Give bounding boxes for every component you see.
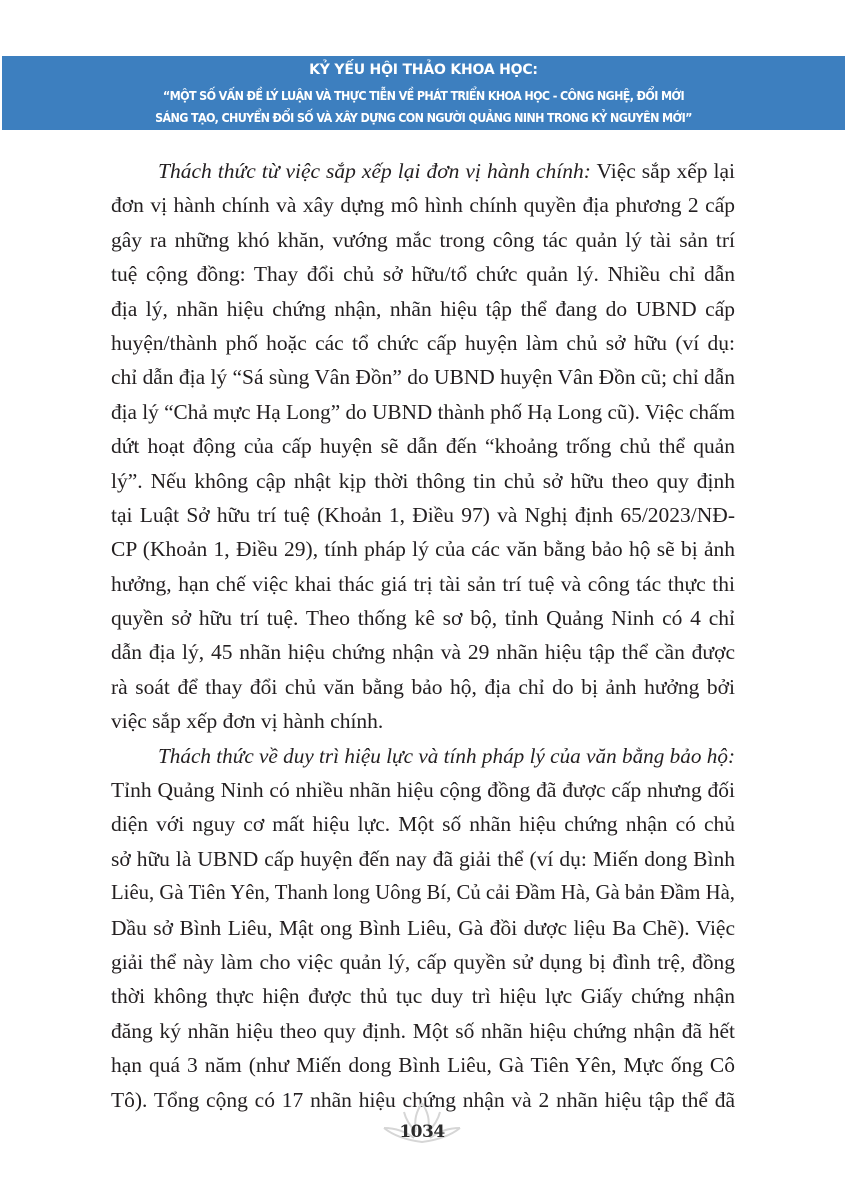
text-line: đăng ký nhãn hiệu theo quy định. Một số nhãn hiệu chứng nhận đã hết [111,1018,735,1043]
text-line: quyền sở hữu trí tuệ. Theo thống kê sơ bộ, tỉnh Quảng Ninh có 4 chỉ [111,606,735,631]
text-line: tuệ cộng đồng: Thay đổi chủ sở hữu/tổ chức quản lý. Nhiều chỉ dẫn [111,262,735,287]
paragraph-heading: Thách thức từ việc sắp xếp lại đơn vị hành chính: [158,159,591,183]
text-line: Dầu sở Bình Liêu, Mật ong Bình Liêu, Gà đồi dược liệu Ba Chẽ). Việc [111,915,735,940]
header-subtitle-line2: SÁNG TẠO, CHUYỂN ĐỔI SỐ VÀ XÂY DỰNG CON NGƯỜI QUẢNG NINH TRONG KỶ NGUYÊN MỚI” [155,110,692,125]
text-line: CP (Khoản 1, Điều 29), tính pháp lý của các văn bằng bảo hộ sẽ bị ảnh [111,537,735,562]
text-line: rà soát để thay đổi chủ văn bằng bảo hộ, địa chỉ do bị ảnh hưởng bởi [111,674,735,699]
text-line: thời không thực hiện được thủ tục duy trì hiệu lực Giấy chứng nhận [111,984,735,1009]
text-line: gây ra những khó khăn, vướng mắc trong công tác quản lý tài sản trí [111,227,735,252]
text-line: địa lý “Chả mực Hạ Long” do UBND thành phố Hạ Long cũ). Việc chấm [111,399,735,424]
text-line: việc sắp xếp đơn vị hành chính. [111,709,384,734]
text-line: hưởng, hạn chế việc khai thác giá trị tài sản trí tuệ và công tác thực thi [111,571,735,596]
text-line: địa lý, nhãn hiệu chứng nhận, nhãn hiệu tập thể đang do UBND cấp [111,296,735,321]
text-line: diện với nguy cơ mất hiệu lực. Một số nhãn hiệu chứng nhận có chủ [111,812,735,837]
header-banner [2,56,845,130]
text-span: Việc sắp xếp lại [590,159,735,183]
text-line: chỉ dẫn địa lý “Sá sùng Vân Đồn” do UBND huyện Vân Đồn cũ; chỉ dẫn [111,365,735,390]
paragraph-heading: Thách thức về duy trì hiệu lực và tính pháp lý của văn bằng bảo hộ: [158,743,735,768]
text-line: huyện/thành phố hoặc các tổ chức cấp huyện làm chủ sở hữu (ví dụ: [111,330,735,355]
text-line: dẫn địa lý, 45 nhãn hiệu chứng nhận và 29 nhãn hiệu tập thể cần được [111,640,735,665]
body-text [111,154,735,1117]
text-line: đơn vị hành chính và xây dựng mô hình chính quyền địa phương 2 cấp [111,193,735,218]
page-number: 1034 [399,1122,445,1142]
text-line: hạn quá 3 năm (như Miến dong Bình Liêu, Gà Tiên Yên, Mực ống Cô [111,1053,735,1078]
text-line: tại Luật Sở hữu trí tuệ (Khoản 1, Điều 97) và Nghị định 65/2023/NĐ- [111,502,735,527]
text-line [111,739,735,773]
text-line: Liêu, Gà Tiên Yên, Thanh long Uông Bí, Củ cải Đầm Hà, Gà bản Đầm Hà, [111,882,735,905]
text-line: Tô). Tổng cộng có 17 nhãn hiệu chứng nhận và 2 nhãn hiệu tập thể đã [111,1087,735,1112]
text-line [111,154,735,188]
text-line: lý”. Nếu không cập nhật kịp thời thông tin chủ sở hữu theo quy định [111,468,735,493]
text-line: sở hữu là UBND cấp huyện đến nay đã giải thể (ví dụ: Miến dong Bình [111,846,735,871]
header-subtitle-line1: “MỘT SỐ VẤN ĐỀ LÝ LUẬN VÀ THỰC TIỄN VỀ PHÁT TRIỂN KHOA HỌC - CÔNG NGHỆ, ĐỔI MỚI [162,88,685,103]
text-line: Tỉnh Quảng Ninh có nhiều nhãn hiệu cộng đồng đã được cấp nhưng đối [111,778,735,803]
text-line: dứt hoạt động của cấp huyện sẽ dẫn đến “khoảng trống chủ thể quản [111,434,735,459]
text-line: giải thể này làm cho việc quản lý, cấp quyền sử dụng bị đình trệ, đồng [111,949,735,974]
header-title: KỶ YẾU HỘI THẢO KHOA HỌC: [309,62,538,78]
page-footer [372,1100,472,1150]
